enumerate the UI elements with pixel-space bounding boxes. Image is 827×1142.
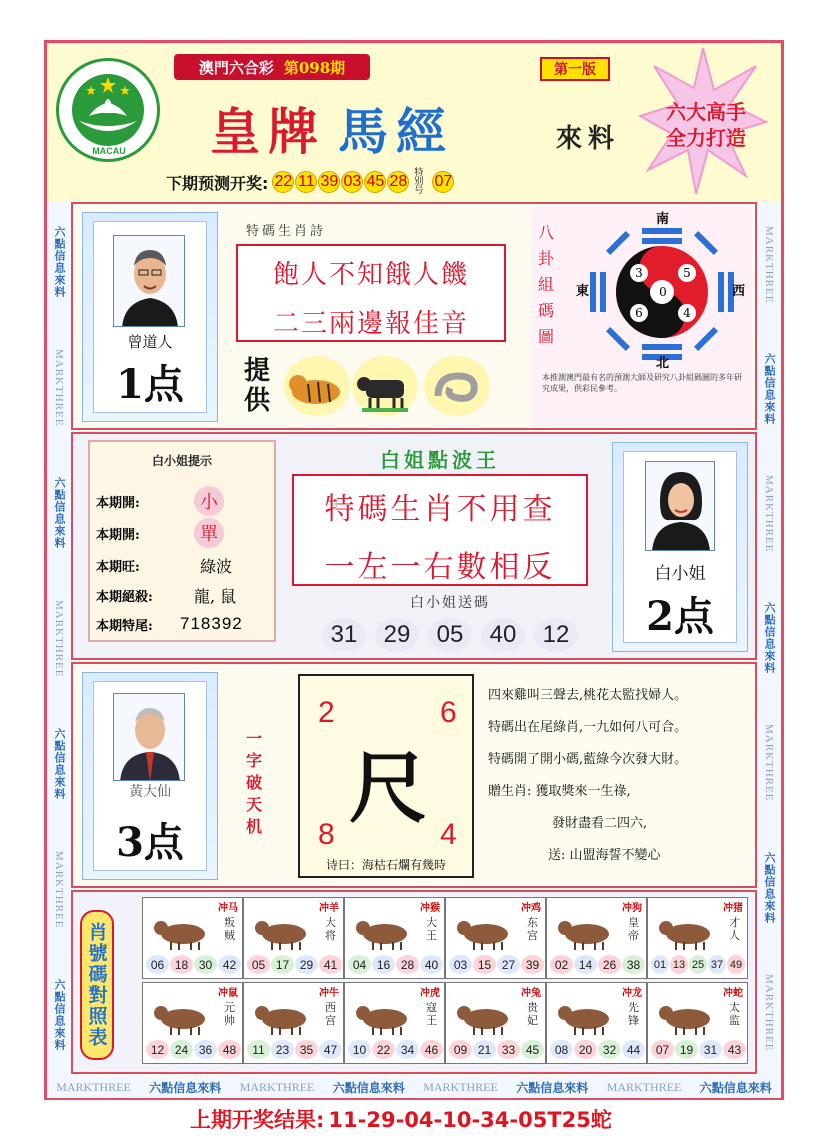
zodiac-number: 02 xyxy=(550,955,573,974)
result-value: 11-29-04-10-34-05T25蛇 xyxy=(328,1108,612,1132)
strip-brand: 六點信息來料 xyxy=(516,1080,589,1095)
zodiac-chong: 冲猪 xyxy=(723,903,743,914)
zodiac-number: 48 xyxy=(218,1040,241,1059)
verse-line: 特碼出在尾綠肖,一九如何八可合。 xyxy=(488,720,688,735)
tiger-icon xyxy=(351,912,421,952)
zodiac-number: 10 xyxy=(348,1040,371,1059)
strip-brand: 六點信息來料 xyxy=(332,1080,405,1095)
bagua-note: 本推測澳門最有名的預測大師及研究八卦組碼圖的多年研究成果，供彩民參考。 xyxy=(542,373,742,393)
zodiac-number: 13 xyxy=(670,955,688,974)
poem-line-2: 二三兩邊報佳音 xyxy=(272,309,469,339)
corner-num-tl: 2 xyxy=(318,696,335,729)
strip-brand-en: MARKTHREE xyxy=(423,1079,498,1094)
verse-line: 四來雞叫三聲去,桃花太監找婦人。 xyxy=(488,688,688,703)
poem-box xyxy=(236,244,506,342)
tips-row xyxy=(96,614,243,634)
bagua-east: 東 xyxy=(576,284,590,299)
bagua-title: 八卦組碼圖 xyxy=(538,223,555,346)
bai-card xyxy=(612,442,748,652)
strip-brand-en: MARKTHREE xyxy=(763,724,775,802)
zodiac-number: 32 xyxy=(598,1040,621,1059)
bagua-num: 3 xyxy=(630,264,648,282)
zodiac-side-title xyxy=(80,910,114,1060)
zodiac-numbers xyxy=(247,955,342,974)
zodiac-number: 01 xyxy=(651,955,669,974)
zodiac-number: 45 xyxy=(521,1040,544,1059)
poem-title: 特碼生肖詩 xyxy=(246,224,327,239)
zodiac-title: 贵妃 xyxy=(527,1001,538,1027)
zodiac-number: 12 xyxy=(146,1040,169,1059)
zodiac-number: 18 xyxy=(170,955,193,974)
zodiac-number: 26 xyxy=(598,955,621,974)
zodiac-numbers xyxy=(146,955,241,974)
bai-name: 白小姐 xyxy=(654,564,706,584)
zodiac-number: 36 xyxy=(194,1040,217,1059)
predict-ball: 28 xyxy=(387,171,409,193)
zodiac-cell xyxy=(243,982,344,1064)
logo-caption: MACAU xyxy=(92,146,126,156)
zodiac-number: 30 xyxy=(194,955,217,974)
zodiac-number: 29 xyxy=(295,955,318,974)
strip-brand: 六點信息來料 xyxy=(763,353,776,426)
left-strip xyxy=(47,201,71,1076)
zodiac-cell xyxy=(647,897,748,979)
zodiac-cell xyxy=(445,897,546,979)
huang-portrait xyxy=(113,693,185,781)
strip-brand-en: MARKTHREE xyxy=(53,348,65,427)
tips-label: 本期開: xyxy=(96,527,140,543)
strip-brand-en: MARKTHREE xyxy=(53,599,65,678)
zodiac-number: 15 xyxy=(473,955,496,974)
bagua-num: 0 xyxy=(654,283,672,301)
send-ball: 12 xyxy=(534,618,578,652)
zodiac-title: 大将 xyxy=(325,916,336,942)
tips-label: 本期特尾: xyxy=(96,618,153,634)
tips-row xyxy=(96,486,224,516)
special-ball: 07 xyxy=(432,171,454,193)
slogan-line1: 六大高手 xyxy=(666,100,746,124)
zodiac-cell xyxy=(445,982,546,1064)
snake-icon xyxy=(424,356,490,416)
zodiac-number: 31 xyxy=(699,1040,722,1059)
zodiac-number: 47 xyxy=(319,1040,342,1059)
strip-brand-en: MARKTHREE xyxy=(239,1079,315,1094)
zodiac-title: 才人 xyxy=(729,916,740,942)
issue-number: 第098期 xyxy=(283,58,346,77)
zodiac-chong: 冲马 xyxy=(218,903,238,914)
zodiac-cell xyxy=(647,982,748,1064)
zodiac-chong: 冲羊 xyxy=(319,903,339,914)
zodiac-chong: 冲鼠 xyxy=(218,988,238,999)
zodiac-number: 17 xyxy=(271,955,294,974)
zodiac-number: 09 xyxy=(449,1040,472,1059)
zodiac-number: 34 xyxy=(396,1040,419,1059)
poem-line-1: 飽人不知餓人饑 xyxy=(272,260,469,290)
zodiac-number: 19 xyxy=(675,1040,698,1059)
tips-value: 單 xyxy=(194,518,224,548)
center-line-1: 特碼生肖不用查 xyxy=(324,492,556,527)
zodiac-chong: 冲鸡 xyxy=(521,903,541,914)
strip-brand: 六點信息來料 xyxy=(53,477,66,550)
tips-label: 本期絕殺: xyxy=(96,590,153,605)
bagua-south: 南 xyxy=(656,212,670,227)
rooster-icon xyxy=(452,997,522,1037)
title-blue: 馬經 xyxy=(338,102,454,161)
zodiac-numbers xyxy=(146,1040,241,1059)
zodiac-chong: 冲狗 xyxy=(622,903,642,914)
rabbit-icon xyxy=(452,912,522,952)
strip-brand: 六點信息來料 xyxy=(53,226,66,299)
zodiac-title: 西宫 xyxy=(325,1001,336,1027)
zodiac-number: 05 xyxy=(247,955,270,974)
edition-badge: 第一版 xyxy=(540,57,610,81)
predict-ball: 11 xyxy=(295,171,317,193)
predict-ball: 22 xyxy=(272,171,294,193)
provide-label: 提供 xyxy=(244,356,271,416)
zodiac-numbers xyxy=(348,955,443,974)
zodiac-grid xyxy=(142,897,750,1067)
tips-value: 718392 xyxy=(180,614,243,633)
verse-line: 特碼開了開小碼,藍綠今次發大財。 xyxy=(488,752,688,767)
zodiac-cell xyxy=(344,982,445,1064)
tips-value: 小 xyxy=(194,486,224,516)
zeng-points: 1点 xyxy=(116,361,184,408)
zodiac-number: 24 xyxy=(170,1040,193,1059)
verse-line: 贈生肖: 獲取獎來一生祿, xyxy=(488,784,631,799)
corner-num-tr: 6 xyxy=(440,696,457,729)
slogan-line2: 全力打造 xyxy=(666,126,746,150)
verse-line: 送: 山盟海誓不變心 xyxy=(548,848,661,863)
zodiac-number: 44 xyxy=(622,1040,645,1059)
zodiac-numbers xyxy=(449,1040,544,1059)
center-box xyxy=(292,474,588,586)
zodiac-number: 16 xyxy=(372,955,395,974)
tips-value: 龍, 鼠 xyxy=(194,587,237,606)
tips-box xyxy=(88,440,276,642)
zodiac-number: 37 xyxy=(708,955,726,974)
zodiac-title: 皇帝 xyxy=(628,916,639,942)
predict-ball: 39 xyxy=(318,171,340,193)
pig-icon xyxy=(654,997,724,1037)
zodiac-number: 03 xyxy=(449,955,472,974)
strip-brand-en: MARKTHREE xyxy=(763,973,775,1051)
zodiac-chong: 冲牛 xyxy=(319,988,339,999)
zodiac-number: 46 xyxy=(420,1040,443,1059)
send-ball: 29 xyxy=(375,618,419,652)
tips-row xyxy=(96,584,236,607)
ox-icon xyxy=(352,356,418,416)
zodiac-chong: 冲龙 xyxy=(622,988,642,999)
strip-brand: 六點信息來料 xyxy=(53,727,66,800)
zodiac-numbers xyxy=(550,955,645,974)
zodiac-number: 38 xyxy=(622,955,645,974)
special-label: 特别号 xyxy=(414,167,424,196)
issue-label: 澳門六合彩 xyxy=(198,58,274,77)
strip-brand: 六點信息來料 xyxy=(53,978,66,1051)
zodiac-number: 49 xyxy=(727,955,745,974)
footer-result xyxy=(190,1104,612,1134)
huang-name: 黃大仙 xyxy=(129,784,171,800)
zodiac-numbers xyxy=(348,1040,443,1059)
bai-points: 2点 xyxy=(646,593,714,640)
strip-brand-en: MARKTHREE xyxy=(53,850,65,928)
zodiac-numbers xyxy=(651,1040,746,1059)
goat-icon xyxy=(250,997,320,1037)
zodiac-number: 11 xyxy=(247,1040,270,1059)
send-numbers xyxy=(322,618,587,652)
bai-portrait xyxy=(645,461,715,551)
zodiac-chong: 冲蛇 xyxy=(723,988,743,999)
zodiac-title: 大王 xyxy=(426,916,437,942)
zodiac-numbers xyxy=(247,1040,342,1059)
zodiac-number: 14 xyxy=(574,955,597,974)
zodiac-chong: 冲兔 xyxy=(521,988,541,999)
zodiac-number: 41 xyxy=(319,955,342,974)
zodiac-number: 40 xyxy=(420,955,443,974)
zodiac-number: 22 xyxy=(372,1040,395,1059)
zodiac-title: 元帅 xyxy=(224,1001,235,1027)
zodiac-cell xyxy=(546,982,647,1064)
corner-num-br: 4 xyxy=(440,818,457,851)
dog-icon xyxy=(553,997,623,1037)
bagua-num: 4 xyxy=(678,304,696,322)
zodiac-title: 寇王 xyxy=(426,1001,437,1027)
predict-ball: 03 xyxy=(341,171,363,193)
yizi-label: 一字破天机 xyxy=(246,729,263,836)
zodiac-number: 20 xyxy=(574,1040,597,1059)
center-char: 尺 xyxy=(348,743,427,834)
poem-caption: 诗曰：海枯石爛有幾時 xyxy=(325,858,446,872)
zodiac-number: 07 xyxy=(651,1040,674,1059)
zodiac-number: 39 xyxy=(521,955,544,974)
result-label: 上期开奖结果: xyxy=(190,1108,325,1132)
zodiac-cell xyxy=(546,897,647,979)
monkey-icon xyxy=(351,997,421,1037)
zodiac-chong: 冲虎 xyxy=(420,988,440,999)
issue-banner xyxy=(174,54,370,80)
zodiac-title-text: 肖號碼對照表 xyxy=(85,922,108,1048)
strip-brand: 六點信息來料 xyxy=(699,1080,772,1095)
dragon-icon xyxy=(553,912,623,952)
zodiac-number: 25 xyxy=(689,955,707,974)
bagua-north: 北 xyxy=(656,356,670,371)
bagua-west: 西 xyxy=(732,284,746,299)
prediction-row xyxy=(166,168,455,196)
strip-brand-en: MARKTHREE xyxy=(606,1079,682,1094)
tiger-icon xyxy=(284,356,350,416)
strip-brand-en: MARKTHREE xyxy=(56,1079,131,1094)
corner-num-bl: 8 xyxy=(318,818,335,851)
zodiac-number: 43 xyxy=(723,1040,746,1059)
tips-label: 本期旺: xyxy=(96,560,140,575)
tips-row xyxy=(96,554,232,577)
zodiac-number: 21 xyxy=(473,1040,496,1059)
zodiac-cell xyxy=(142,982,243,1064)
bagua-num: 6 xyxy=(630,304,648,322)
subtitle: 來料 xyxy=(556,124,621,154)
zodiac-number: 35 xyxy=(295,1040,318,1059)
bagua-panel xyxy=(532,206,752,426)
zodiac-number: 23 xyxy=(271,1040,294,1059)
center-title: 白姐點波王 xyxy=(380,448,500,472)
tips-title: 白小姐提示 xyxy=(151,454,212,468)
predict-label: 下期预测开奖: xyxy=(166,173,269,193)
zodiac-cell xyxy=(344,897,445,979)
zodiac-number: 28 xyxy=(396,955,419,974)
huang-points: 3点 xyxy=(116,819,184,866)
verse-line: 發財盡看二四六, xyxy=(552,816,648,831)
strip-brand: 六點信息來料 xyxy=(763,602,776,675)
verse-block xyxy=(488,680,750,872)
char-box xyxy=(298,674,474,878)
snake-icon xyxy=(654,912,724,952)
zodiac-title: 先锋 xyxy=(628,1001,639,1027)
tips-row xyxy=(96,518,224,548)
bagua-num: 5 xyxy=(678,264,696,282)
send-ball: 40 xyxy=(481,618,525,652)
zodiac-numbers xyxy=(550,1040,645,1059)
title-red: 皇牌 xyxy=(210,102,326,161)
strip-brand: 六點信息來料 xyxy=(763,851,776,924)
zodiac-number: 06 xyxy=(146,955,169,974)
zodiac-number: 33 xyxy=(497,1040,520,1059)
zeng-card xyxy=(82,212,218,422)
right-strip xyxy=(757,201,781,1076)
strip-brand-en: MARKTHREE xyxy=(763,225,775,304)
send-label: 白小姐送碼 xyxy=(410,595,490,611)
strip-brand: 六點信息來料 xyxy=(149,1080,222,1095)
zodiac-numbers xyxy=(651,955,745,974)
zeng-name: 曾道人 xyxy=(127,333,173,351)
zodiac-title: 叛贼 xyxy=(224,916,235,942)
zodiac-cell xyxy=(142,897,243,979)
zodiac-chong: 冲猴 xyxy=(420,903,440,914)
bottom-strip xyxy=(47,1076,781,1098)
zodiac-cell xyxy=(243,897,344,979)
tips-value: 綠波 xyxy=(200,557,233,576)
horse-icon xyxy=(149,997,219,1037)
huang-card xyxy=(82,672,218,880)
zodiac-number: 08 xyxy=(550,1040,573,1059)
zodiac-title: 东宫 xyxy=(527,916,538,942)
rat-icon xyxy=(149,912,219,952)
zodiac-numbers xyxy=(449,955,544,974)
page-title xyxy=(210,92,454,161)
predict-ball: 45 xyxy=(364,171,386,193)
center-line-2: 一左一右數相反 xyxy=(324,550,556,585)
strip-brand-en: MARKTHREE xyxy=(763,475,775,553)
send-ball: 05 xyxy=(428,618,472,652)
zodiac-number: 04 xyxy=(348,955,371,974)
zeng-portrait xyxy=(113,235,185,327)
zodiac-number: 27 xyxy=(497,955,520,974)
tips-label: 本期開: xyxy=(96,495,140,511)
send-ball: 31 xyxy=(322,618,366,652)
ox-icon xyxy=(250,912,320,952)
zodiac-title: 太监 xyxy=(729,1001,740,1027)
zodiac-number: 42 xyxy=(218,955,241,974)
